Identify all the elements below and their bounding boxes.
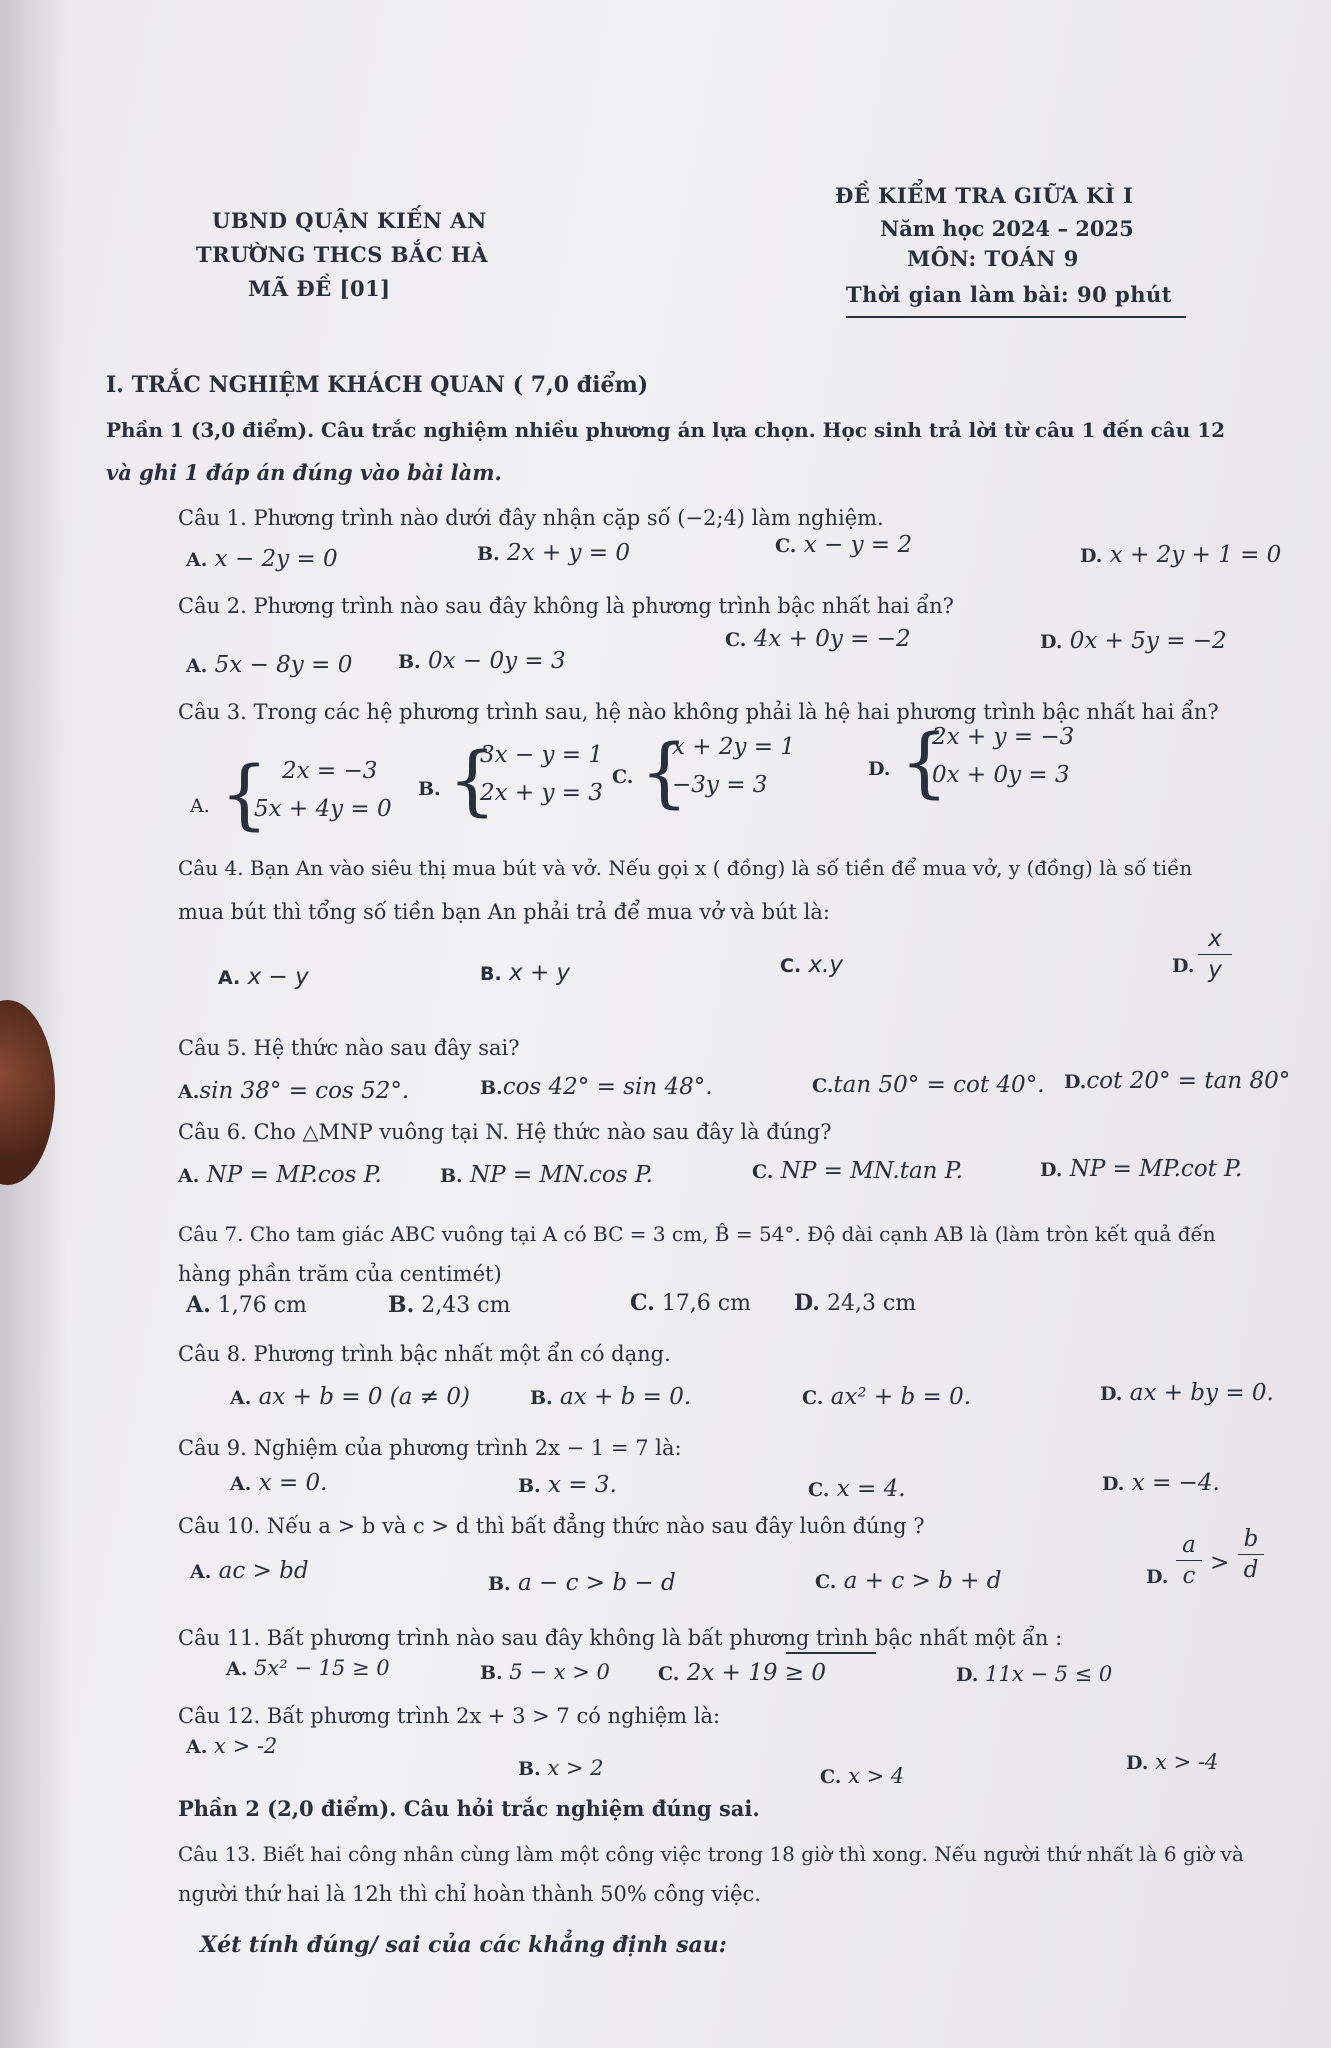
q10-option-b: B. a − c > b − d: [488, 1570, 676, 1596]
q1-option-a: A. x − 2y = 0: [186, 546, 338, 572]
q13-stem-line1: Câu 13. Biết hai công nhân cùng làm một công việc trong 18 giờ thì xong. Nếu người thứ nhất là 6 giờ và: [178, 1842, 1244, 1866]
q11-option-d: D. 11x − 5 ≤ 0: [956, 1662, 1113, 1686]
q10-option-d-operator: >: [1210, 1550, 1230, 1576]
q2-option-d: D. 0x + 5y = −2: [1040, 628, 1227, 654]
q3-label-b: B.: [418, 778, 441, 800]
duration: Thời gian làm bài: 90 phút: [846, 282, 1172, 307]
q4-stem-line2: mua bút thì tổng số tiền bạn An phải trả để mua vở và bút là:: [178, 900, 830, 924]
q3-stem: Câu 3. Trong các hệ phương trình sau, hệ nào không phải là hệ hai phương trình bậc nhất hai ẩn?: [178, 700, 1219, 724]
q11-underline-khong: [786, 1652, 876, 1654]
q6-stem: Câu 6. Cho △MNP vuông tại N. Hệ thức nào sau đây là đúng?: [178, 1120, 832, 1144]
q3-brace-d: {: [900, 717, 949, 806]
q3-label-c: C.: [612, 766, 634, 788]
district-name: UBND QUẬN KIẾN AN: [212, 208, 487, 233]
q5-option-a: A.sin 38° = cos 52°.: [178, 1078, 410, 1104]
section-title: I. TRẮC NGHIỆM KHÁCH QUAN ( 7,0 điểm): [106, 372, 649, 398]
q9-option-c: C. x = 4.: [808, 1476, 906, 1502]
q12-stem: Câu 12. Bất phương trình 2x + 3 > 7 có nghiệm là:: [178, 1704, 721, 1728]
part1-intro-line1: [106, 418, 1225, 442]
q9-option-b: B. x = 3.: [518, 1472, 617, 1498]
part1-intro-text: Phần 1 (3,0 điểm). Câu trắc nghiệm nhiều phương án lựa chọn. Học sinh trả lời từ câu 1 đến câu 12: [106, 418, 1226, 442]
q3-system-a: 2x = −3 5x + 4y = 0: [254, 758, 392, 822]
q8-stem: Câu 8. Phương trình bậc nhất một ẩn có dạng.: [178, 1342, 671, 1366]
q3-system-c: x + 2y = 1 −3y = 3: [672, 734, 796, 798]
q9-option-d: D. x = −4.: [1102, 1470, 1220, 1496]
q10-label-d: D.: [1146, 1566, 1169, 1588]
q10-option-d-left-fraction: a c: [1176, 1532, 1202, 1589]
q5-stem: Câu 5. Hệ thức nào sau đây sai?: [178, 1036, 520, 1060]
q1-option-b: B. 2x + y = 0: [477, 540, 631, 566]
q11-option-c: C. 2x + 19 ≥ 0: [658, 1660, 827, 1686]
q4-option-c: C. x.y: [780, 952, 844, 978]
q7-option-b: B. 2,43 cm: [388, 1292, 511, 1318]
school-year: Năm học 2024 – 2025: [880, 216, 1134, 241]
q10-option-c: C. a + c > b + d: [815, 1568, 1002, 1594]
q2-option-c: C. 4x + 0y = −2: [725, 626, 911, 652]
part2-title: Phần 2 (2,0 điểm). Câu hỏi trắc nghiệm đúng sai.: [178, 1796, 760, 1821]
school-name: TRƯỜNG THCS BẮC HÀ: [196, 242, 488, 267]
q2-option-b: B. 0x − 0y = 3: [398, 648, 566, 674]
q3-label-a: A.: [190, 795, 210, 817]
q7-stem-line2: hàng phần trăm của centimét): [178, 1262, 502, 1286]
q1-option-d: D. x + 2y + 1 = 0: [1080, 542, 1282, 568]
q3-brace-b: {: [448, 735, 497, 824]
q9-option-a: A. x = 0.: [230, 1470, 328, 1496]
exam-title: ĐỀ KIỂM TRA GIỮA KÌ I: [835, 183, 1134, 208]
q12-option-b: B. x > 2: [518, 1756, 604, 1780]
q7-option-c: C. 17,6 cm: [630, 1290, 751, 1316]
q6-option-a: A. NP = MP.cos P.: [178, 1162, 382, 1188]
q6-option-d: D. NP = MP.cot P.: [1040, 1156, 1243, 1182]
q12-option-c: C. x > 4: [820, 1764, 905, 1788]
q5-option-c: C.tan 50° = cot 40°.: [812, 1072, 1045, 1098]
q4-option-a: A. x − y: [218, 964, 309, 990]
q1-stem: Câu 1. Phương trình nào dưới đây nhận cặp số (−2;4) làm nghiệm.: [178, 506, 884, 530]
subject: MÔN: TOÁN 9: [907, 246, 1079, 271]
q4-label-d: D.: [1172, 955, 1195, 977]
exam-code: MÃ ĐỀ [01]: [248, 276, 391, 301]
q13-stem-line2: người thứ hai là 12h thì chỉ hoàn thành 50% công việc.: [178, 1882, 761, 1906]
q6-option-c: C. NP = MN.tan P.: [752, 1158, 963, 1184]
part1-intro-line2: và ghi 1 đáp án đúng vào bài làm.: [106, 460, 502, 485]
q3-system-d: 2x + y = −3 0x + 0y = 3: [932, 724, 1075, 788]
q5-option-d: D.cot 20° = tan 80°: [1064, 1068, 1291, 1094]
q3-system-b: 3x − y = 1 2x + y = 3: [480, 742, 604, 806]
q3-brace-c: {: [640, 727, 689, 816]
q3-brace-a: {: [220, 749, 269, 838]
q4-stem-line1: Câu 4. Bạn An vào siêu thị mua bút và vở. Nếu gọi x ( đồng) là số tiền để mua vở, y (đồng) là số tiền: [178, 856, 1193, 880]
q11-option-b: B. 5 − x > 0: [480, 1660, 610, 1684]
q3-label-d: D.: [868, 758, 891, 780]
q7-option-d: D. 24,3 cm: [794, 1290, 917, 1316]
q7-stem-line1: Câu 7. Cho tam giác ABC vuông tại A có BC = 3 cm, B̂ = 54°. Độ dài cạnh AB là (làm tròn kết quả đến: [178, 1222, 1216, 1246]
part2-instruction: Xét tính đúng/ sai của các khẳng định sau:: [200, 1932, 727, 1958]
q4-option-d-fraction: x y: [1198, 926, 1232, 983]
q8-option-a: A. ax + b = 0 (a ≠ 0): [230, 1384, 470, 1410]
q8-option-b: B. ax + b = 0.: [530, 1384, 692, 1410]
q11-stem: Câu 11. Bất phương trình nào sau đây không là bất phương trình bậc nhất một ẩn :: [178, 1626, 1063, 1650]
q10-option-a: A. ac > bd: [190, 1558, 309, 1584]
q4-option-b: B. x + y: [480, 960, 571, 986]
q11-option-a: A. 5x² − 15 ≥ 0: [226, 1656, 390, 1680]
q2-option-a: A. 5x − 8y = 0: [186, 652, 353, 678]
q5-option-b: B.cos 42° = sin 48°.: [480, 1074, 713, 1100]
q1-option-c: C. x − y = 2: [775, 532, 913, 558]
q6-option-b: B. NP = MN.cos P.: [440, 1162, 653, 1188]
q7-option-a: A. 1,76 cm: [186, 1292, 307, 1318]
q10-stem: Câu 10. Nếu a > b và c > d thì bất đẳng thức nào sau đây luôn đúng ?: [178, 1514, 925, 1538]
q2-stem: Câu 2. Phương trình nào sau đây không là phương trình bậc nhất hai ẩn?: [178, 594, 954, 618]
q8-option-c: C. ax² + b = 0.: [802, 1384, 972, 1410]
duration-underline: [846, 316, 1186, 318]
q10-option-d-right-fraction: b d: [1238, 1526, 1264, 1583]
q9-stem: Câu 9. Nghiệm của phương trình 2x − 1 = 7 là:: [178, 1436, 682, 1460]
q12-option-a: A. x > -2: [186, 1734, 278, 1758]
q12-option-d: D. x > -4: [1126, 1750, 1219, 1774]
q8-option-d: D. ax + by = 0.: [1100, 1380, 1274, 1406]
